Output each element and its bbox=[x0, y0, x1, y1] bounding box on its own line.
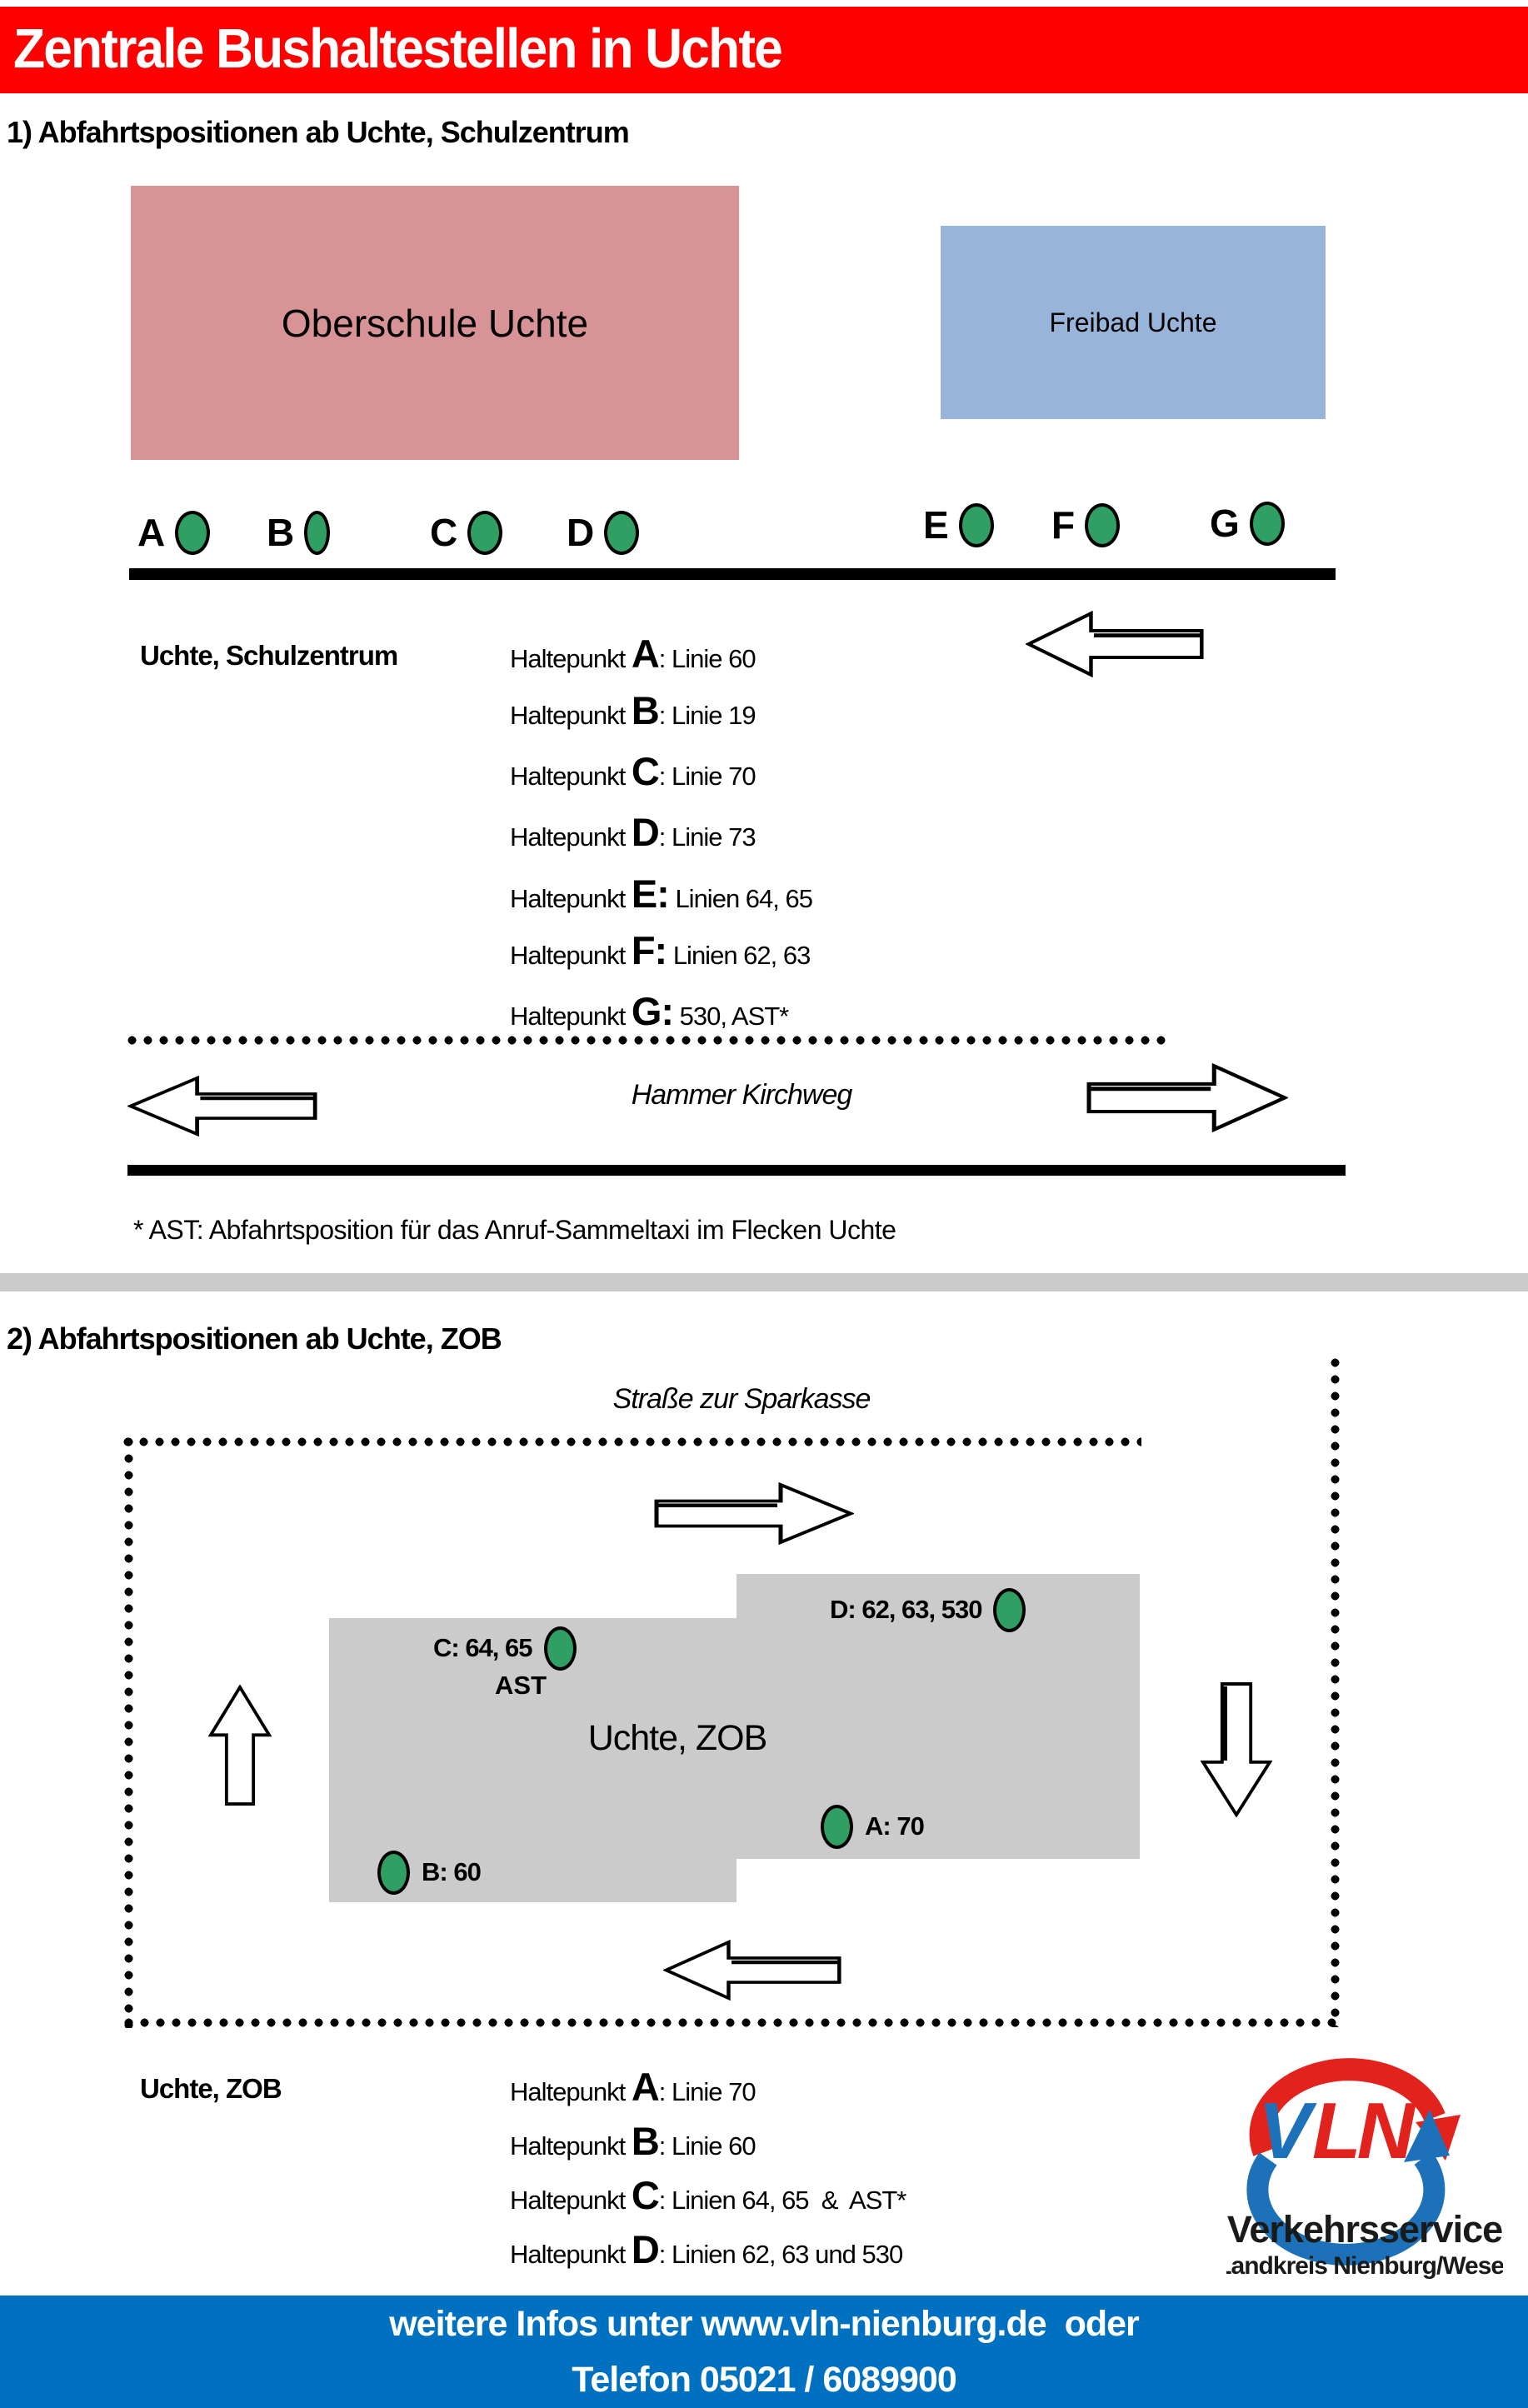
haltepunkt-row-c bbox=[510, 2171, 906, 2221]
zob-name-label: Uchte, ZOB bbox=[587, 1718, 767, 1758]
haltepunkt-lines: : Linie 60 bbox=[658, 2131, 756, 2161]
stop-letter: F bbox=[1051, 503, 1075, 547]
stop-name-label: Uchte, ZOB bbox=[140, 2073, 282, 2104]
school-building-label: Oberschule Uchte bbox=[281, 301, 589, 345]
dotted-street-border bbox=[123, 1437, 1141, 1446]
bus-stop-dot-icon bbox=[959, 503, 994, 547]
haltepunkt-lines: Linien 62, 63 bbox=[667, 941, 811, 970]
stop-marker-g bbox=[1210, 497, 1285, 549]
haltepunkt-letter: B bbox=[631, 2119, 659, 2163]
haltepunkt-lines: : Linie 60 bbox=[658, 644, 756, 673]
haltepunkt-lines: Linien 64, 65 bbox=[668, 884, 812, 913]
haltepunkt-prefix: Haltepunkt bbox=[510, 1002, 632, 1031]
haltepunkt-row-d bbox=[510, 807, 756, 857]
bus-stop-dot-icon bbox=[304, 511, 330, 555]
section1-heading: 1) Abfahrtspositionen ab Uchte, Schulzentrum bbox=[7, 115, 629, 149]
arrow-right-icon bbox=[654, 1482, 854, 1545]
bus-stop-dot-icon bbox=[1085, 503, 1120, 547]
haltepunkt-lines: 530, AST* bbox=[673, 1002, 789, 1031]
school-building-box bbox=[131, 186, 739, 460]
haltepunkt-letter: C bbox=[631, 2173, 659, 2217]
footer-bar bbox=[0, 2296, 1528, 2408]
stop-letter: G bbox=[1210, 502, 1239, 545]
section-divider bbox=[0, 1273, 1528, 1291]
haltepunkt-lines: : Linie 70 bbox=[658, 762, 756, 791]
stop-name-label: Uchte, Schulzentrum bbox=[140, 640, 398, 671]
pool-building-label: Freibad Uchte bbox=[1049, 307, 1217, 337]
haltepunkt-prefix: Haltepunkt bbox=[510, 2131, 632, 2161]
stop-marker-c bbox=[430, 507, 502, 558]
stop-marker-d bbox=[567, 507, 639, 558]
street-line bbox=[127, 1165, 1346, 1176]
haltepunkt-row-f bbox=[510, 926, 810, 976]
arrow-down-icon bbox=[1201, 1681, 1272, 1817]
logo-line2: Landkreis Nienburg/Weser bbox=[1226, 2252, 1503, 2280]
haltepunkt-prefix: Haltepunkt bbox=[510, 2077, 632, 2106]
bus-stop-dot-icon bbox=[175, 511, 210, 555]
haltepunkt-row-e bbox=[510, 869, 812, 919]
haltepunkt-row-c bbox=[510, 747, 756, 797]
bus-stop-dot-icon bbox=[1250, 502, 1285, 546]
zob-stop-b bbox=[377, 1849, 481, 1896]
haltepunkt-letter: D bbox=[631, 2227, 659, 2271]
haltepunkt-prefix: Haltepunkt bbox=[510, 941, 632, 970]
zob-stop-d bbox=[830, 1586, 1026, 1633]
dotted-street-border bbox=[124, 1437, 133, 2028]
section2-heading: 2) Abfahrtspositionen ab Uchte, ZOB bbox=[7, 1321, 502, 1356]
stop-letter: E bbox=[923, 503, 948, 547]
stop-marker-a bbox=[137, 507, 210, 558]
zob-stop-c-label: C: 64, 65 bbox=[433, 1633, 532, 1662]
stop-letter: C bbox=[430, 511, 457, 554]
arrow-left-icon bbox=[1026, 611, 1204, 677]
haltepunkt-prefix: Haltepunkt bbox=[510, 644, 632, 673]
zob-stop-b-label: B: 60 bbox=[422, 1857, 481, 1886]
title-bar bbox=[0, 7, 1528, 93]
haltepunkt-lines: : Linie 73 bbox=[658, 822, 756, 852]
haltepunkt-letter: D bbox=[631, 810, 659, 854]
haltepunkt-row-a bbox=[510, 629, 756, 679]
dotted-street-border bbox=[127, 1036, 1169, 1045]
bus-stop-dot-icon bbox=[993, 1588, 1026, 1632]
haltepunkt-prefix: Haltepunkt bbox=[510, 884, 632, 913]
street-name-sparkasse: Straße zur Sparkasse bbox=[612, 1383, 871, 1415]
logo-letter-v: V bbox=[1258, 2086, 1308, 2176]
arrow-left-icon bbox=[127, 1076, 317, 1137]
logo-line1: Verkehrsservice bbox=[1226, 2208, 1503, 2251]
arrow-left-icon bbox=[663, 1940, 841, 2001]
haltepunkt-letter: G: bbox=[631, 989, 674, 1033]
haltepunkt-row-a bbox=[510, 2062, 756, 2112]
stop-marker-f bbox=[1051, 499, 1120, 551]
haltepunkt-prefix: Haltepunkt bbox=[510, 762, 632, 791]
haltepunkt-row-g bbox=[510, 987, 788, 1037]
haltepunkt-letter: C bbox=[631, 749, 659, 793]
haltepunkt-row-b bbox=[510, 686, 756, 736]
arrow-up-icon bbox=[208, 1685, 272, 1806]
street-line bbox=[129, 568, 1336, 580]
bus-stop-dot-icon bbox=[467, 511, 502, 555]
haltepunkt-lines: : Linie 19 bbox=[658, 701, 756, 730]
haltepunkt-row-b bbox=[510, 2116, 756, 2166]
vln-logo bbox=[1226, 2040, 1503, 2290]
haltepunkt-prefix: Haltepunkt bbox=[510, 822, 632, 852]
bus-stop-dot-icon bbox=[604, 511, 639, 555]
footer-phone-line: Telefon 05021 / 6089900 bbox=[572, 2360, 956, 2400]
zob-stop-a bbox=[821, 1803, 924, 1850]
haltepunkt-letter: E: bbox=[631, 872, 669, 916]
stop-marker-e bbox=[923, 499, 994, 551]
vln-logo-icon bbox=[1226, 2040, 1503, 2290]
stop-letter: A bbox=[137, 511, 165, 554]
stop-letter: B bbox=[267, 511, 294, 554]
haltepunkt-lines: : Linien 64, 65 & AST* bbox=[658, 2186, 906, 2215]
zob-stop-c-ast-label: AST bbox=[495, 1671, 547, 1700]
haltepunkt-letter: A bbox=[631, 2065, 659, 2109]
stop-marker-b bbox=[267, 507, 330, 558]
footer-info-line: weitere Infos unter www.vln-nienburg.de oder bbox=[389, 2304, 1139, 2344]
haltepunkt-letter: B bbox=[631, 688, 659, 732]
bus-stop-dot-icon bbox=[377, 1851, 410, 1895]
bus-stop-dot-icon bbox=[544, 1626, 577, 1671]
haltepunkt-prefix: Haltepunkt bbox=[510, 2186, 632, 2215]
haltepunkt-prefix: Haltepunkt bbox=[510, 2240, 632, 2269]
dotted-street-border bbox=[124, 2018, 1340, 2027]
street-name-hammer-kirchweg: Hammer Kirchweg bbox=[631, 1079, 852, 1111]
page-title: Zentrale Bushaltestellen in Uchte bbox=[13, 17, 781, 80]
dotted-street-border bbox=[1331, 1358, 1340, 2027]
haltepunkt-prefix: Haltepunkt bbox=[510, 701, 632, 730]
haltepunkt-letter: A bbox=[631, 632, 659, 676]
logo-letters-ln: LN bbox=[1312, 2086, 1411, 2176]
pool-building-box bbox=[941, 226, 1326, 419]
zob-stop-d-label: D: 62, 63, 530 bbox=[830, 1595, 982, 1624]
zob-stop-a-label: A: 70 bbox=[865, 1811, 924, 1841]
haltepunkt-letter: F: bbox=[631, 928, 667, 972]
haltepunkt-row-d bbox=[510, 2225, 902, 2275]
bus-stop-dot-icon bbox=[821, 1805, 853, 1849]
arrow-right-icon bbox=[1086, 1063, 1288, 1132]
haltepunkt-lines: : Linie 70 bbox=[658, 2077, 756, 2106]
stop-letter: D bbox=[567, 511, 594, 554]
haltepunkt-lines: : Linien 62, 63 und 530 bbox=[658, 2240, 903, 2269]
ast-footnote: * AST: Abfahrtsposition für das Anruf-Sammeltaxi im Flecken Uchte bbox=[133, 1215, 896, 1245]
